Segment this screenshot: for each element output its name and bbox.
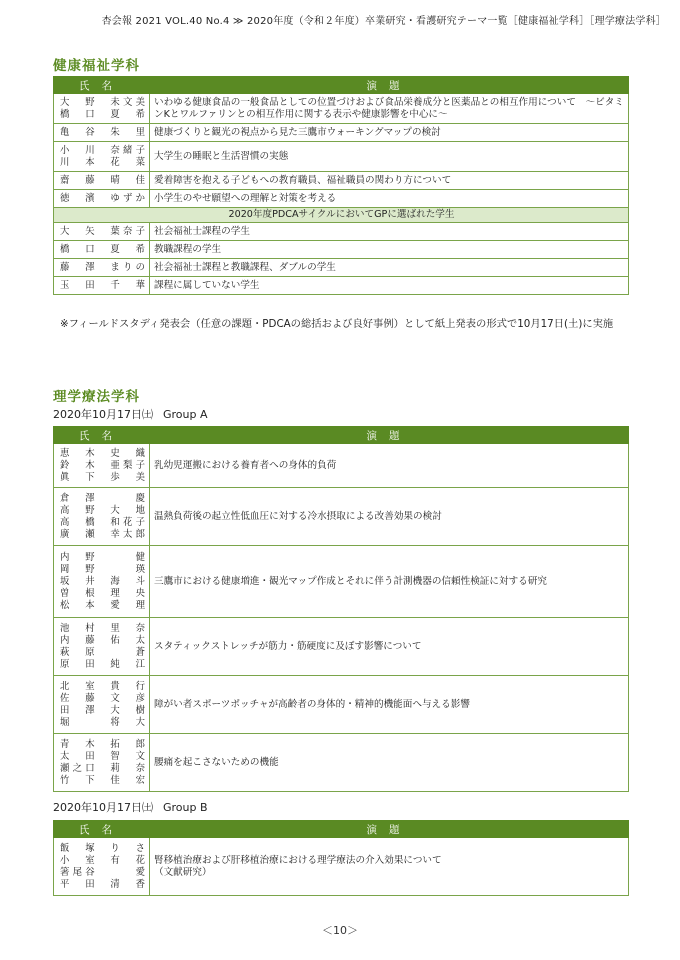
table-row [54, 223, 629, 241]
student-names: 北 室 貴 行 佐 藤 文 彦 田 澤 大 樹 堀 将 大 [54, 676, 150, 734]
research-title: 大学生の睡眠と生活習慣の実態 [150, 142, 629, 172]
student-names: 齋 藤 晴 佳 [54, 172, 150, 190]
group-a-date: 2020年10月17日㈯ [53, 408, 153, 421]
table-row [54, 190, 629, 208]
research-title: いわゆる健康食品の一般食品としての位置づけおよび食品栄養成分と医薬品との相互作用について ～ビタミンKとワルファリンとの相互作用に関する表示や健康影響を中心に～ [150, 94, 629, 124]
group-a-table [53, 426, 629, 792]
table-row [54, 277, 629, 295]
table-row [54, 142, 629, 172]
student-names: 恵 木 史 織 鈴 木 亜梨子 眞 下 歩 美 [54, 444, 150, 488]
student-names: 飯 塚 り さ 小 室 有 花 箸尾谷 愛 平 田 清 香 [54, 838, 150, 896]
table-row [54, 124, 629, 142]
student-names: 小 川 奈緒子 川 本 花 菜 [54, 142, 150, 172]
research-title: 乳幼児運搬における養育者への身体的負荷 [150, 444, 629, 488]
student-names: 大 野 未文美 橋 口 夏 希 [54, 94, 150, 124]
research-title: 健康づくりと観光の視点から見た三鷹市ウォーキングマップの検討 [150, 124, 629, 142]
col-header-title: 演題 [150, 427, 629, 444]
student-names: 亀 谷 朱 里 [54, 124, 150, 142]
section-title-physical-therapy: 理学療法学科 [53, 389, 140, 405]
group-b-heading [53, 799, 208, 815]
running-header: 杏会報 2021 VOL.40 No.4 ≫ 2020年度（令和２年度）卒業研究・看護研究テーマ一覧［健康福祉学科］［理学療法学科］ [101, 16, 666, 27]
table-row [54, 172, 629, 190]
research-title: 障がい者スポーツボッチャが高齢者の身体的・精神的機能面へ与える影響 [150, 676, 629, 734]
col-header-title: 演題 [150, 77, 629, 94]
group-b-date: 2020年10月17日㈯ [53, 801, 153, 814]
page-number: ＜10＞ [322, 924, 358, 937]
table-row [54, 241, 629, 259]
health-welfare-table [53, 76, 629, 295]
table-row [54, 676, 629, 734]
col-header-name: 氏名 [54, 821, 150, 838]
research-title: 社会福祉士課程と教職課程、ダブルの学生 [150, 259, 629, 277]
research-title: 課程に属していない学生 [150, 277, 629, 295]
section-title-health-welfare: 健康福祉学科 [53, 58, 140, 74]
student-names: 玉 田 千 華 [54, 277, 150, 295]
student-names: 藤 澤 まりの [54, 259, 150, 277]
gp-subheader: 2020年度PDCAサイクルにおいてGPに選ばれた学生 [54, 208, 629, 223]
col-header-name: 氏名 [54, 427, 150, 444]
table-row [54, 734, 629, 792]
table-row [54, 94, 629, 124]
research-title: 教職課程の学生 [150, 241, 629, 259]
research-title: 小学生のやせ願望への理解と対策を考える [150, 190, 629, 208]
research-title: 社会福祉士課程の学生 [150, 223, 629, 241]
student-names: 橋 口 夏 希 [54, 241, 150, 259]
group-a-label: Group A [163, 408, 208, 421]
research-title: スタティックストレッチが筋力・筋硬度に及ぼす影響について [150, 618, 629, 676]
col-header-title: 演題 [150, 821, 629, 838]
student-names: 倉 澤 慶 高 野 大 地 高 橋 和花子 廣 瀬 幸太郎 [54, 488, 150, 546]
research-title: 温熱負荷後の起立性低血圧に対する冷水摂取による改善効果の検討 [150, 488, 629, 546]
student-names: 青 木 拓 郎 太 田 智 文 瀬之口 莉 奈 竹 下 佳 宏 [54, 734, 150, 792]
student-names: 池 村 里 奈 内 藤 佑 太 萩 原 蒼 原 田 純 江 [54, 618, 150, 676]
col-header-name: 氏名 [54, 77, 150, 94]
research-title: 三鷹市における健康増進・観光マップ作成とそれに伴う計測機器の信頼性検証に対する研究 [150, 546, 629, 618]
student-names: 内 野 健 岡 野 瑛 坂 井 海 斗 曽 根 理 央 松 本 愛 理 [54, 546, 150, 618]
group-a-heading [53, 406, 208, 422]
table-row [54, 618, 629, 676]
research-title: 愛着障害を抱える子どもへの教育職員、福祉職員の関わり方について [150, 172, 629, 190]
field-study-note: ※フィールドスタディ発表会（任意の課題・PDCAの総括および良好事例）として紙上発表の形式で10月17日(土)に実施 [60, 318, 614, 330]
student-names: 徳 濱 ゆずか [54, 190, 150, 208]
table-row [54, 259, 629, 277]
table-row [54, 546, 629, 618]
student-names: 大 矢 葉奈子 [54, 223, 150, 241]
gp-subheader-row [54, 208, 629, 223]
table-row [54, 488, 629, 546]
group-b-label: Group B [163, 801, 208, 814]
table-row [54, 444, 629, 488]
research-title: 腰痛を起こさないための機能 [150, 734, 629, 792]
table-row [54, 838, 629, 896]
group-b-table [53, 820, 629, 896]
research-title: 腎移植治療および肝移植治療における理学療法の介入効果について （文献研究） [150, 838, 629, 896]
